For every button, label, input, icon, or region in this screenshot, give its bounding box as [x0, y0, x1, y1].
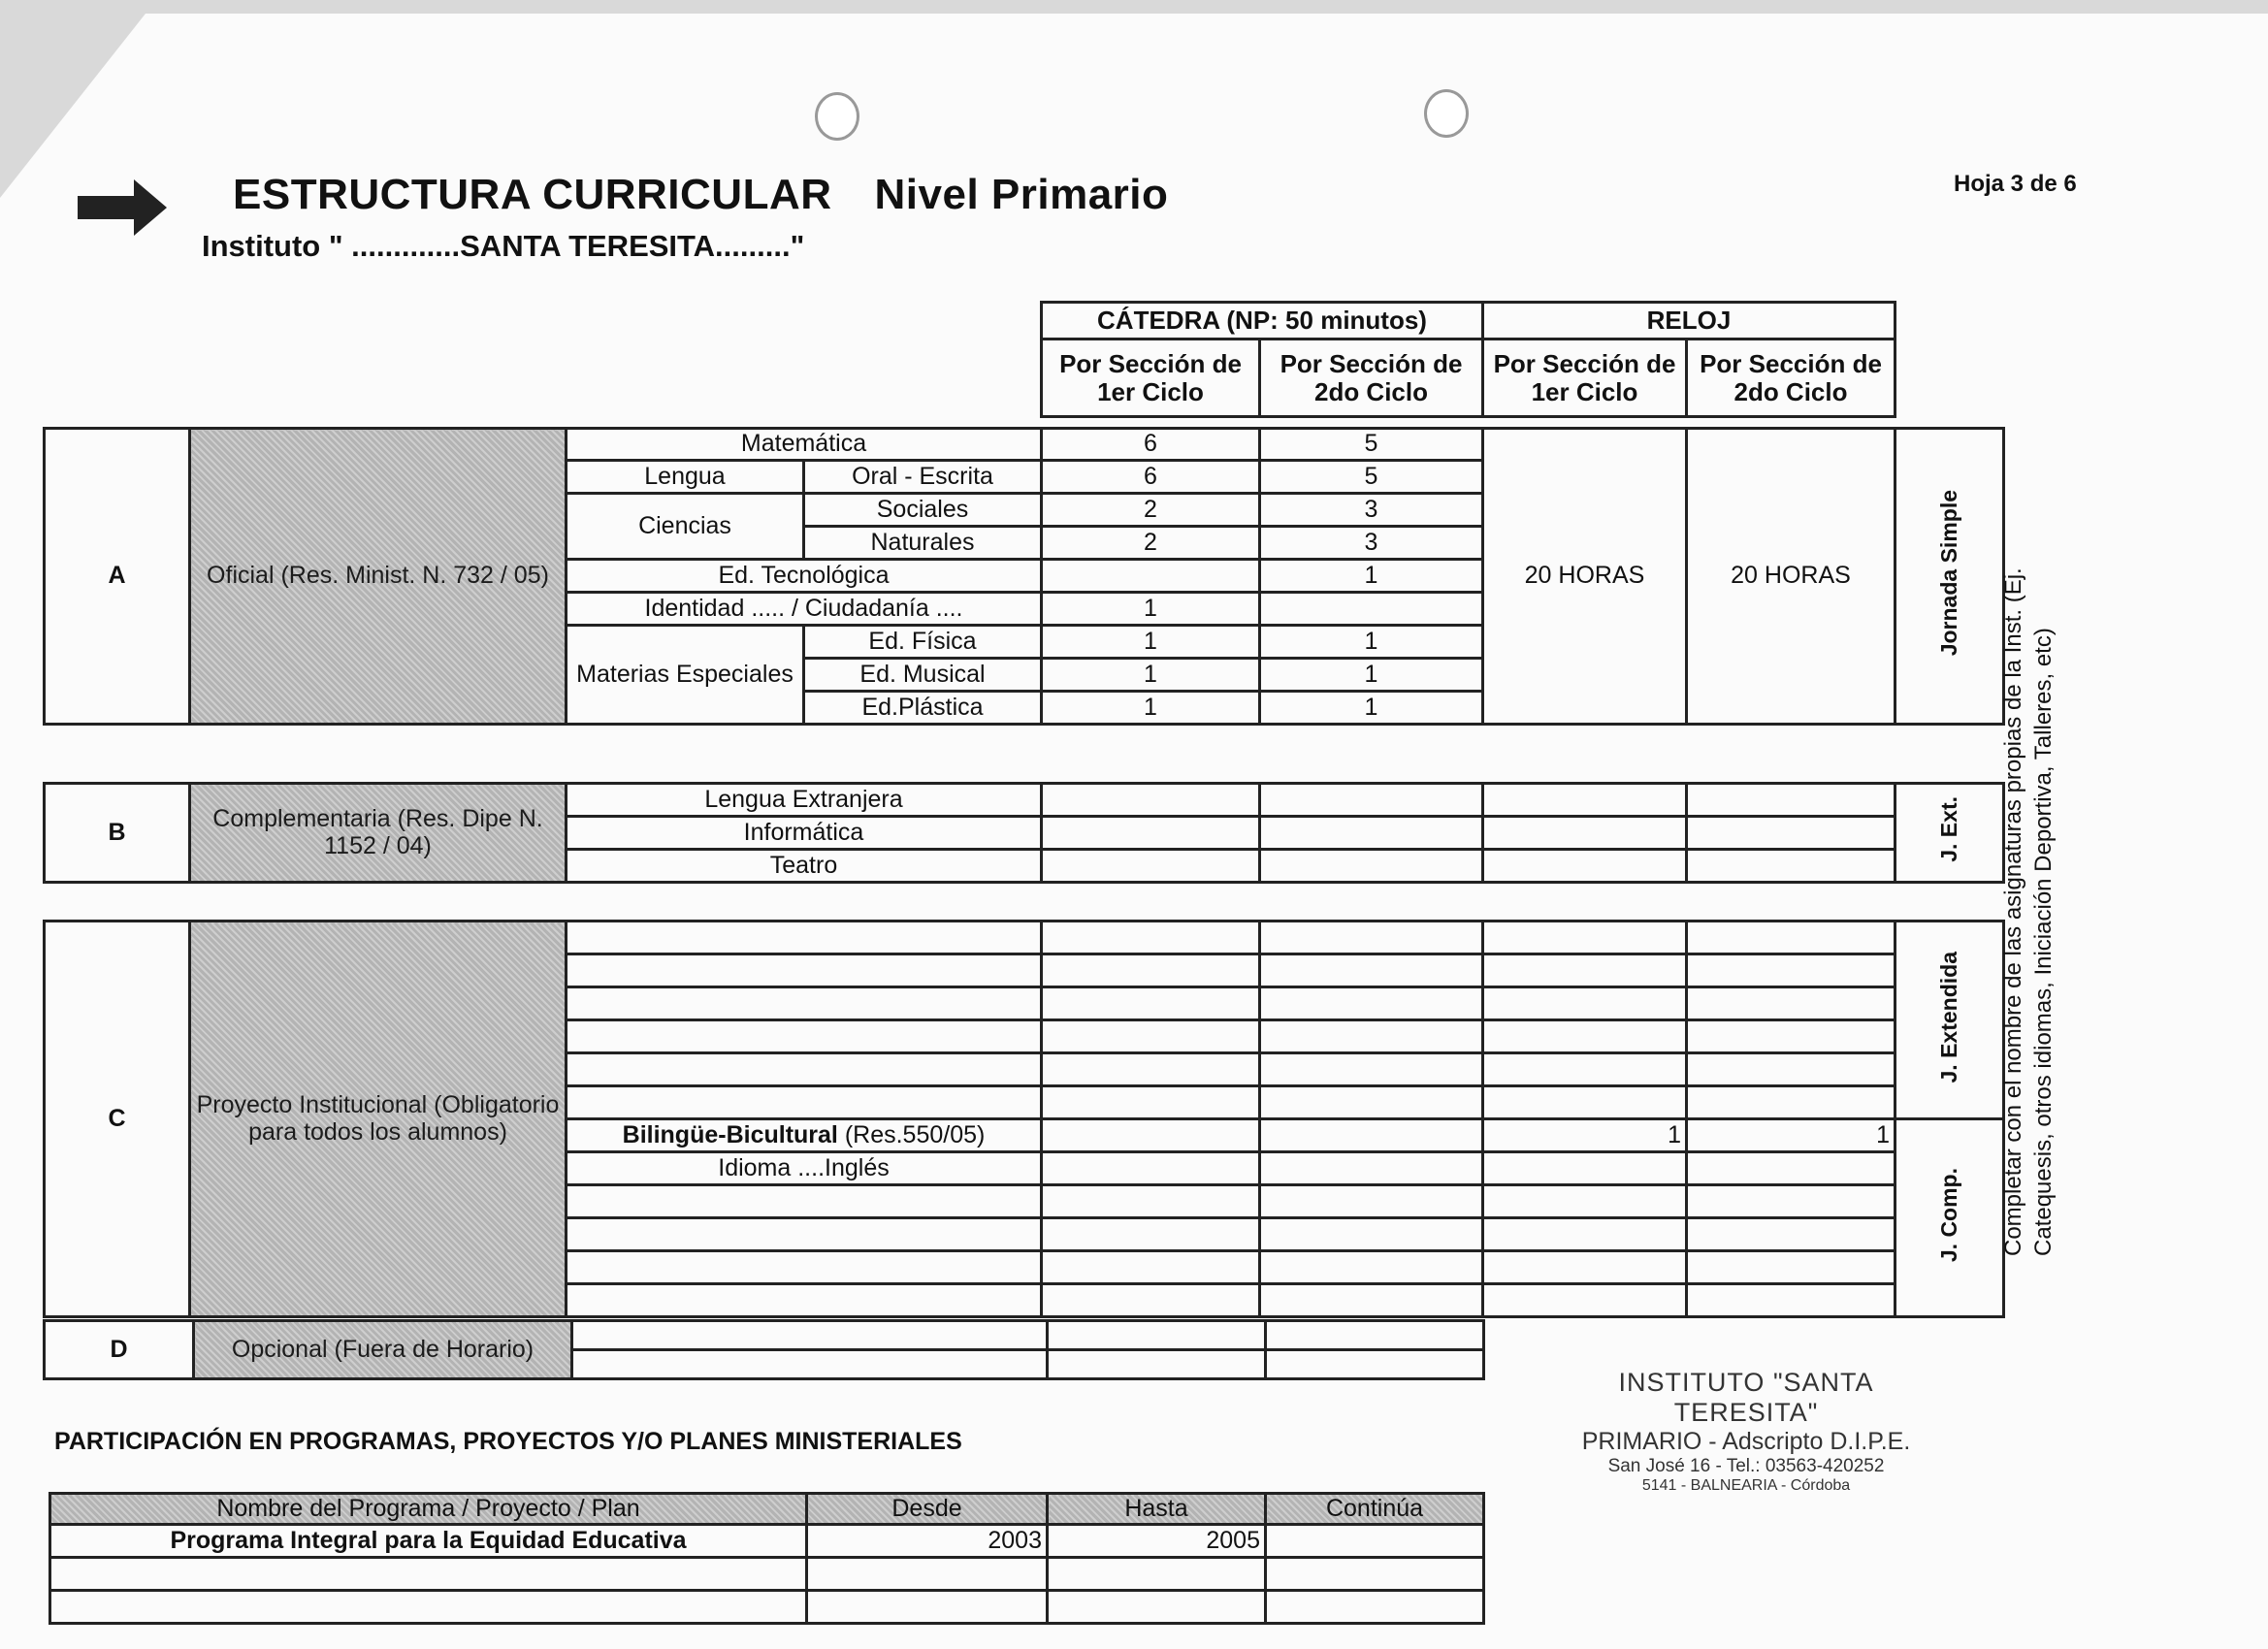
punch-hole-right	[1424, 89, 1469, 138]
page-title: ESTRUCTURA CURRICULAR Nivel Primario	[233, 171, 1169, 218]
punch-hole-left	[815, 92, 859, 141]
tecnologica-c2: 1	[1260, 560, 1483, 593]
group-lengua: Lengua	[567, 461, 804, 494]
section-d-letter: D	[45, 1321, 194, 1379]
bilingue-r2: 1	[1687, 1119, 1895, 1152]
catedra-col-2: Por Sección de 2do Ciclo	[1260, 340, 1483, 417]
section-a-letter: A	[45, 429, 190, 725]
section-a-category: Oficial (Res. Minist. N. 732 / 05)	[190, 429, 567, 725]
subject-bilingue: Bilingüe-Bicultural (Res.550/05)	[567, 1119, 1042, 1152]
program-continua	[1266, 1525, 1484, 1558]
catedra-col-1: Por Sección de 1er Ciclo	[1042, 340, 1260, 417]
subject-ed-musical: Ed. Musical	[804, 659, 1042, 692]
fisica-c1: 1	[1042, 626, 1260, 659]
folded-corner	[0, 14, 146, 198]
naturales-c2: 3	[1260, 527, 1483, 560]
lengua-c1: 6	[1042, 461, 1260, 494]
subject-sociales: Sociales	[804, 494, 1042, 527]
jornada-ext-label: J. Ext.	[1895, 784, 2004, 883]
section-b-table	[43, 782, 2005, 884]
programs-header-continua: Continúa	[1266, 1494, 1484, 1525]
subject-informatica: Informática	[567, 817, 1042, 850]
section-c-table	[43, 920, 2005, 1318]
group-especiales: Materias Especiales	[567, 626, 804, 725]
programs-header-desde: Desde	[807, 1494, 1048, 1525]
reloj-header: RELOJ	[1483, 303, 1895, 340]
subject-identidad: Identidad ..... / Ciudadanía ....	[567, 593, 1042, 626]
section-c-category: Proyecto Institucional (Obligatorio para todos los alumnos)	[190, 922, 567, 1317]
sociales-c2: 3	[1260, 494, 1483, 527]
catedra-header: CÁTEDRA (NP: 50 minutos)	[1042, 303, 1483, 340]
bilingue-r1: 1	[1483, 1119, 1687, 1152]
subject-ed-fisica: Ed. Física	[804, 626, 1042, 659]
identidad-c2	[1260, 593, 1483, 626]
subject-tecnologica: Ed. Tecnológica	[567, 560, 1042, 593]
subject-ed-plastica: Ed.Plástica	[804, 692, 1042, 725]
reloj-col-1: Por Sección de 1er Ciclo	[1483, 340, 1687, 417]
subject-matematica: Matemática	[567, 429, 1042, 461]
section-b-category: Complementaria (Res. Dipe N. 1152 / 04)	[190, 784, 567, 883]
matematica-c2: 5	[1260, 429, 1483, 461]
section-b-letter: B	[45, 784, 190, 883]
matematica-c1: 6	[1042, 429, 1260, 461]
programs-header-hasta: Hasta	[1048, 1494, 1266, 1525]
programs-table	[49, 1492, 1485, 1625]
programs-title: PARTICIPACIÓN EN PROGRAMAS, PROYECTOS Y/O PLANES MINISTERIALES	[54, 1428, 962, 1455]
plastica-c1: 1	[1042, 692, 1260, 725]
program-hasta: 2005	[1048, 1525, 1266, 1558]
program-desde: 2003	[807, 1525, 1048, 1558]
naturales-c1: 2	[1042, 527, 1260, 560]
subject-teatro: Teatro	[567, 850, 1042, 883]
section-d-table	[43, 1319, 1485, 1380]
jornada-comp-label: J. Comp.	[1895, 1119, 2004, 1317]
side-note: Completar con el nombre de las asignaturas propias de la Inst. (Ej. Catequesis, otros idiomas, Iniciación Deportiva, Talleres, etc)	[2000, 567, 2057, 1256]
identidad-c1: 1	[1042, 593, 1260, 626]
jornada-extendida-label: J. Extendida	[1895, 922, 2004, 1119]
section-a-table	[43, 427, 2005, 726]
fisica-c2: 1	[1260, 626, 1483, 659]
reloj-1-total: 20 HORAS	[1483, 429, 1687, 725]
plastica-c2: 1	[1260, 692, 1483, 725]
lengua-c2: 5	[1260, 461, 1483, 494]
musical-c1: 1	[1042, 659, 1260, 692]
column-header-table	[1040, 301, 1896, 418]
institute-stamp: INSTITUTO "SANTA TERESITA" PRIMARIO - Adscripto D.I.P.E. San José 16 - Tel.: 03563-420252 5141 - BALNEARIA - Córdoba	[1581, 1368, 1911, 1494]
reloj-col-2: Por Sección de 2do Ciclo	[1687, 340, 1895, 417]
section-d-category: Opcional (Fuera de Horario)	[194, 1321, 572, 1379]
subject-naturales: Naturales	[804, 527, 1042, 560]
subject-lengua-extranjera: Lengua Extranjera	[567, 784, 1042, 817]
group-ciencias: Ciencias	[567, 494, 804, 560]
arrow-right-icon	[78, 179, 167, 236]
subject-idioma: Idioma ....Inglés	[567, 1152, 1042, 1185]
sheet-number: Hoja 3 de 6	[1954, 171, 2077, 197]
jornada-simple-label: Jornada Simple	[1895, 429, 2004, 725]
programs-header-name: Nombre del Programa / Proyecto / Plan	[50, 1494, 807, 1525]
section-c-letter: C	[45, 922, 190, 1317]
sociales-c1: 2	[1042, 494, 1260, 527]
reloj-2-total: 20 HORAS	[1687, 429, 1895, 725]
subject-oral-escrita: Oral - Escrita	[804, 461, 1042, 494]
musical-c2: 1	[1260, 659, 1483, 692]
tecnologica-c1	[1042, 560, 1260, 593]
institute-name: Instituto " .............SANTA TERESITA........."	[202, 229, 805, 263]
program-name: Programa Integral para la Equidad Educativa	[50, 1525, 807, 1558]
